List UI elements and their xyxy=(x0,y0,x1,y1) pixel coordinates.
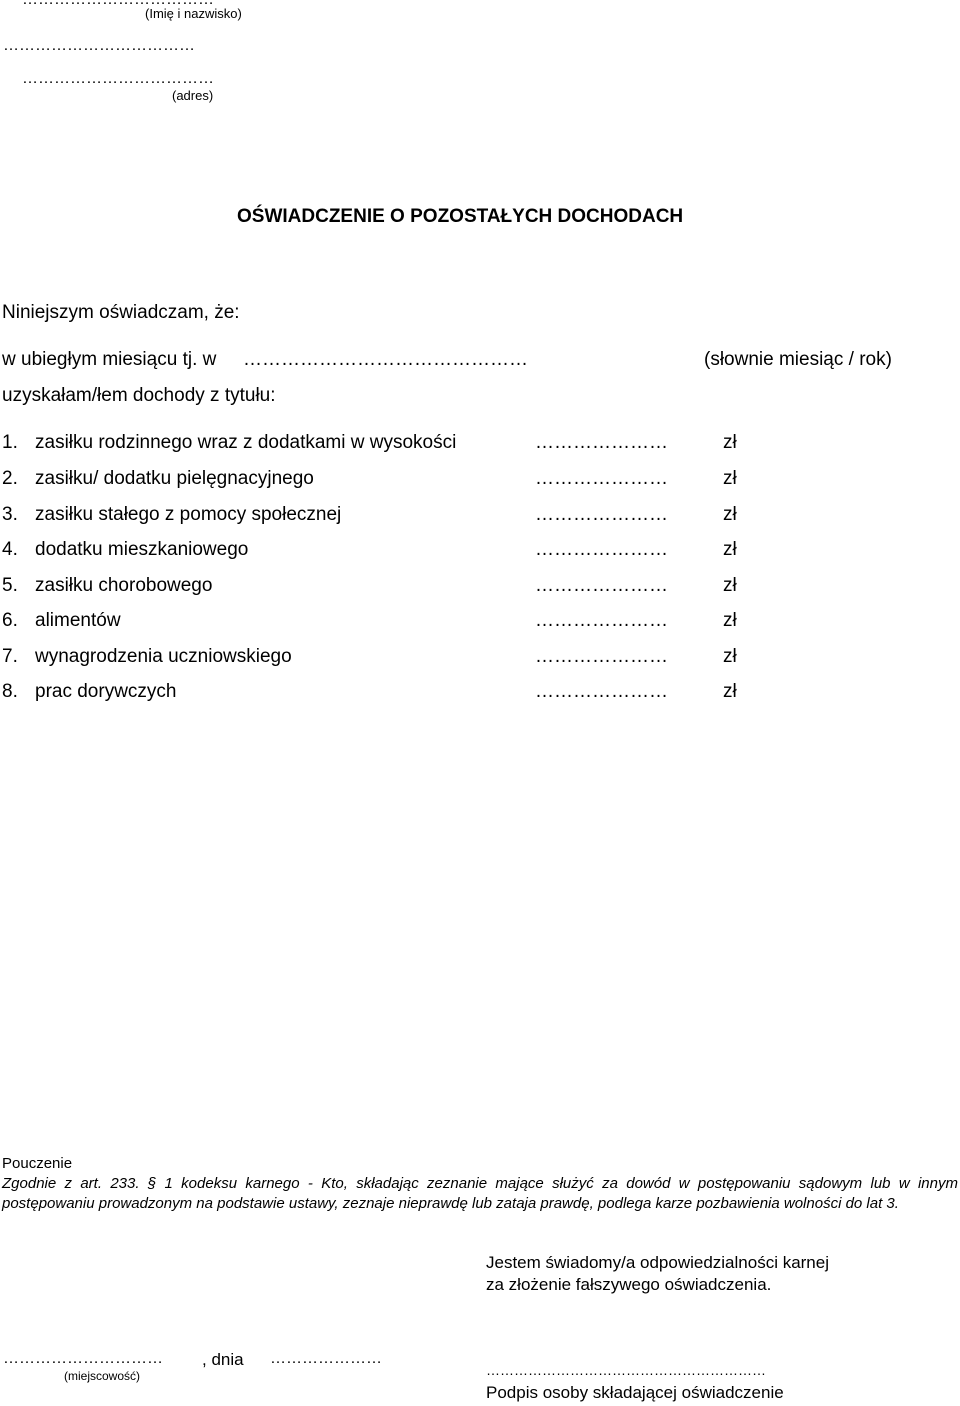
notice-text: Zgodnie z art. 233. § 1 kodeksu karnego - Kto, składając zeznanie mające służyć za dowód w postępowaniu sądowym lub w innym postępowaniu prowadzonym na podstawie ustawy, zeznaje nieprawdę lub zataja prawdę, podlega karze pozbawienia wolności do lat 3. xyxy=(2,1175,958,1212)
item-label: zasiłku stałego z pomocy społecznej xyxy=(35,504,342,525)
address-caption: (adres) xyxy=(172,88,214,103)
item-number: 6. xyxy=(2,610,18,631)
item-unit: zł xyxy=(723,646,737,667)
item-number: 8. xyxy=(2,681,18,702)
signature-dots: …………………………………………………… xyxy=(486,1362,766,1378)
month-suffix: (słownie miesiąc / rok) xyxy=(704,349,892,370)
income-intro: uzyskałam/łem dochody z tytułu: xyxy=(2,385,276,406)
name-caption: (Imię i nazwisko) xyxy=(145,6,242,21)
item-unit: zł xyxy=(723,468,737,489)
item-label: wynagrodzenia uczniowskiego xyxy=(35,646,292,667)
item-label: alimentów xyxy=(35,610,121,631)
date-label: , dnia xyxy=(202,1350,244,1369)
item-unit: zł xyxy=(723,539,737,560)
date-dots: ………………… xyxy=(270,1350,382,1367)
item-unit: zł xyxy=(723,610,737,631)
item-number: 3. xyxy=(2,504,18,525)
item-amount-dots: ………………… xyxy=(535,575,668,596)
intro-text: Niniejszym oświadczam, że: xyxy=(2,302,240,323)
item-number: 7. xyxy=(2,646,18,667)
item-amount-dots: ………………… xyxy=(535,646,668,667)
document-title: OŚWIADCZENIE O POZOSTAŁYCH DOCHODACH xyxy=(237,206,684,227)
item-unit: zł xyxy=(723,575,737,596)
item-label: zasiłku chorobowego xyxy=(35,575,213,596)
item-amount-dots: ………………… xyxy=(535,468,668,489)
item-unit: zł xyxy=(723,432,737,453)
item-amount-dots: ………………… xyxy=(535,681,668,702)
item-amount-dots: ………………… xyxy=(535,504,668,525)
item-number: 2. xyxy=(2,468,18,489)
place-caption: (miejscowość) xyxy=(64,1369,141,1383)
awareness-line-1: Jestem świadomy/a odpowiedzialności karnej xyxy=(486,1253,829,1272)
month-prefix: w ubiegłym miesiącu tj. w xyxy=(2,349,217,370)
item-number: 5. xyxy=(2,575,18,596)
address-dots-1: ……………………………… xyxy=(3,37,195,54)
item-label: prac dorywczych xyxy=(35,681,177,702)
notice-heading: Pouczenie xyxy=(2,1155,73,1172)
item-amount-dots: ………………… xyxy=(535,539,668,560)
item-label: zasiłku rodzinnego wraz z dodatkami w wysokości xyxy=(35,432,457,453)
item-label: zasiłku/ dodatku pielęgnacyjnego xyxy=(35,468,314,489)
item-label: dodatku mieszkaniowego xyxy=(35,539,249,560)
address-dots-2: ……………………………… xyxy=(22,70,214,87)
place-dots: ………………………… xyxy=(3,1350,163,1367)
item-unit: zł xyxy=(723,504,737,525)
item-number: 4. xyxy=(2,539,18,560)
signature-caption: Podpis osoby składającej oświadczenie xyxy=(486,1383,784,1402)
item-number: 1. xyxy=(2,432,18,453)
awareness-line-2: za złożenie fałszywego oświadczenia. xyxy=(486,1275,772,1294)
item-unit: zł xyxy=(723,681,737,702)
item-amount-dots: ………………… xyxy=(535,432,668,453)
month-dots: ……………………………………… xyxy=(243,349,528,370)
item-amount-dots: ………………… xyxy=(535,610,668,631)
